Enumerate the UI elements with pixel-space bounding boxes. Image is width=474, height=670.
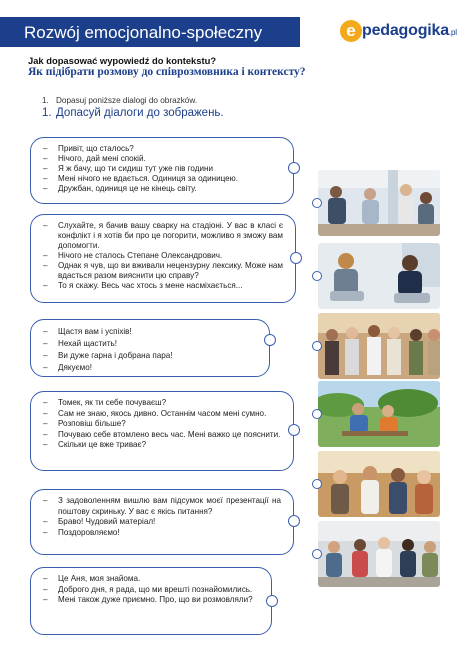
photo-connector-1[interactable] [312,198,322,208]
question-ukrainian: Як підібрати розмову до співрозмовника і контексту? [28,66,306,78]
dialogue-connector-1[interactable] [288,162,300,174]
dialogue-line: – Браво! Чудовий матеріал! [43,517,156,526]
logo-suffix: .pl [448,28,457,37]
photo-connector-2[interactable] [312,271,322,281]
dialogue-bubble-4 [30,391,294,471]
question-polish: Jak dopasować wypowiedź do kontekstu? [28,55,217,66]
dialogue-line: – Привіт, що сталось? [43,144,134,153]
instruction-polish-text: Dopasuj poniższe dialogi do obrazków. [56,96,198,105]
wedding-crowd-photo-image [318,313,440,379]
dialogue-line: – Дружбан, одиниця це не кінець світу. [43,184,197,193]
dialogue-line: – Щастя вам і успіхів! [43,327,132,336]
therapy-session-photo[interactable] [318,243,440,309]
photo-connector-5[interactable] [312,479,322,489]
photo-connector-3[interactable] [312,341,322,351]
dialogue-line: – Нехай щастить! [43,339,118,348]
dialogue-bubble-2 [30,214,296,303]
photo-connector-6[interactable] [312,549,322,559]
dialogue-line: – Томек, як ти себе почуваєш? [43,398,167,407]
logo-e-icon: e [340,20,362,42]
dialogue-line: – Мені також дуже приємно. Про, що ви розмовляли? [43,595,253,604]
dialogue-line: – З задоволенням вишлю вам підсумок моєї презентації на поштову скриньку. У вас є якісь питання? [43,496,281,516]
boys-on-bench-photo[interactable] [318,381,440,447]
boys-on-bench-photo-image [318,381,440,447]
dialogue-line: – Однак я чув, що ви вживали нецензурну лексику. Може нам вдасться разом вияснити цю справу? [43,261,283,280]
dialogue-bubble-6 [30,567,272,635]
dialogue-connector-2[interactable] [290,252,302,264]
dialogue-line: – Мені нічого не вдається. Одиниця за одиницею. [43,174,238,183]
wedding-crowd-photo[interactable] [318,313,440,379]
dialogue-connector-4[interactable] [288,424,300,436]
instruction-number: 1. [42,96,49,105]
dialogue-line: – Ви дуже гарна і добрана пара! [43,351,173,360]
dialogue-line: – Почуваю себе втомлено весь час. Мені важко це пояснити. [43,429,281,439]
dialogue-line: – Доброго дня, я рада, що ми врешті познайомились. [43,584,253,594]
dialogue-line: – Слухайте, я бачив вашу сварку на стадіоні. У вас в класі є конфлікт і я хотів би про це погорити, можливо я зможу вам допомогти. [43,221,283,250]
dialogue-connector-3[interactable] [264,334,276,346]
instruction-polish [42,96,197,105]
gym-group-photo[interactable] [318,170,440,236]
dialogue-line: – Дякуємо! [43,363,92,372]
photo-connector-4[interactable] [312,409,322,419]
dialogue-bubble-5 [30,489,294,555]
dialogue-line: – То я скажу. Весь час хтось з мене насміхається... [43,281,243,290]
instruction-ukrainian-text: Допасуй діалоги до зображень. [56,107,224,119]
epedagogika-logo[interactable] [340,19,468,45]
therapy-session-photo-image [318,243,440,309]
dialogue-line: – Сам не знаю, якось дивно. Останнім часом мені сумно. [43,408,267,418]
dialogue-line: – Нічого не сталось Степане Олександрович. [43,251,223,260]
dialogue-connector-5[interactable] [288,515,300,527]
dialogue-line: – Поздоровляємо! [43,527,120,537]
dialogue-connector-6[interactable] [266,595,278,607]
dialogue-line: – Це Аня, моя знайома. [43,574,141,583]
page-title: Rozwój emocjonalno-społeczny [24,23,263,42]
meeting-circle-photo[interactable] [318,521,440,587]
meeting-circle-photo-image [318,521,440,587]
dialogue-bubble-3 [30,319,270,377]
friends-outdoor-photo-image [318,451,440,517]
dialogue-bubble-1 [30,137,294,204]
instruction-number: 1. [42,107,52,119]
dialogue-line: – Я ж бачу, що ти сидиш тут уже пів години [43,164,213,173]
dialogue-line: – Розповіш більше? [43,419,126,428]
dialogue-line: – Нічого, дай мені спокій. [43,154,146,163]
dialogue-line: – Скільки це вже триває? [43,440,147,449]
gym-group-photo-image [318,170,440,236]
instruction-ukrainian [42,107,224,119]
friends-outdoor-photo[interactable] [318,451,440,517]
logo-text: pedagogika [362,22,449,39]
